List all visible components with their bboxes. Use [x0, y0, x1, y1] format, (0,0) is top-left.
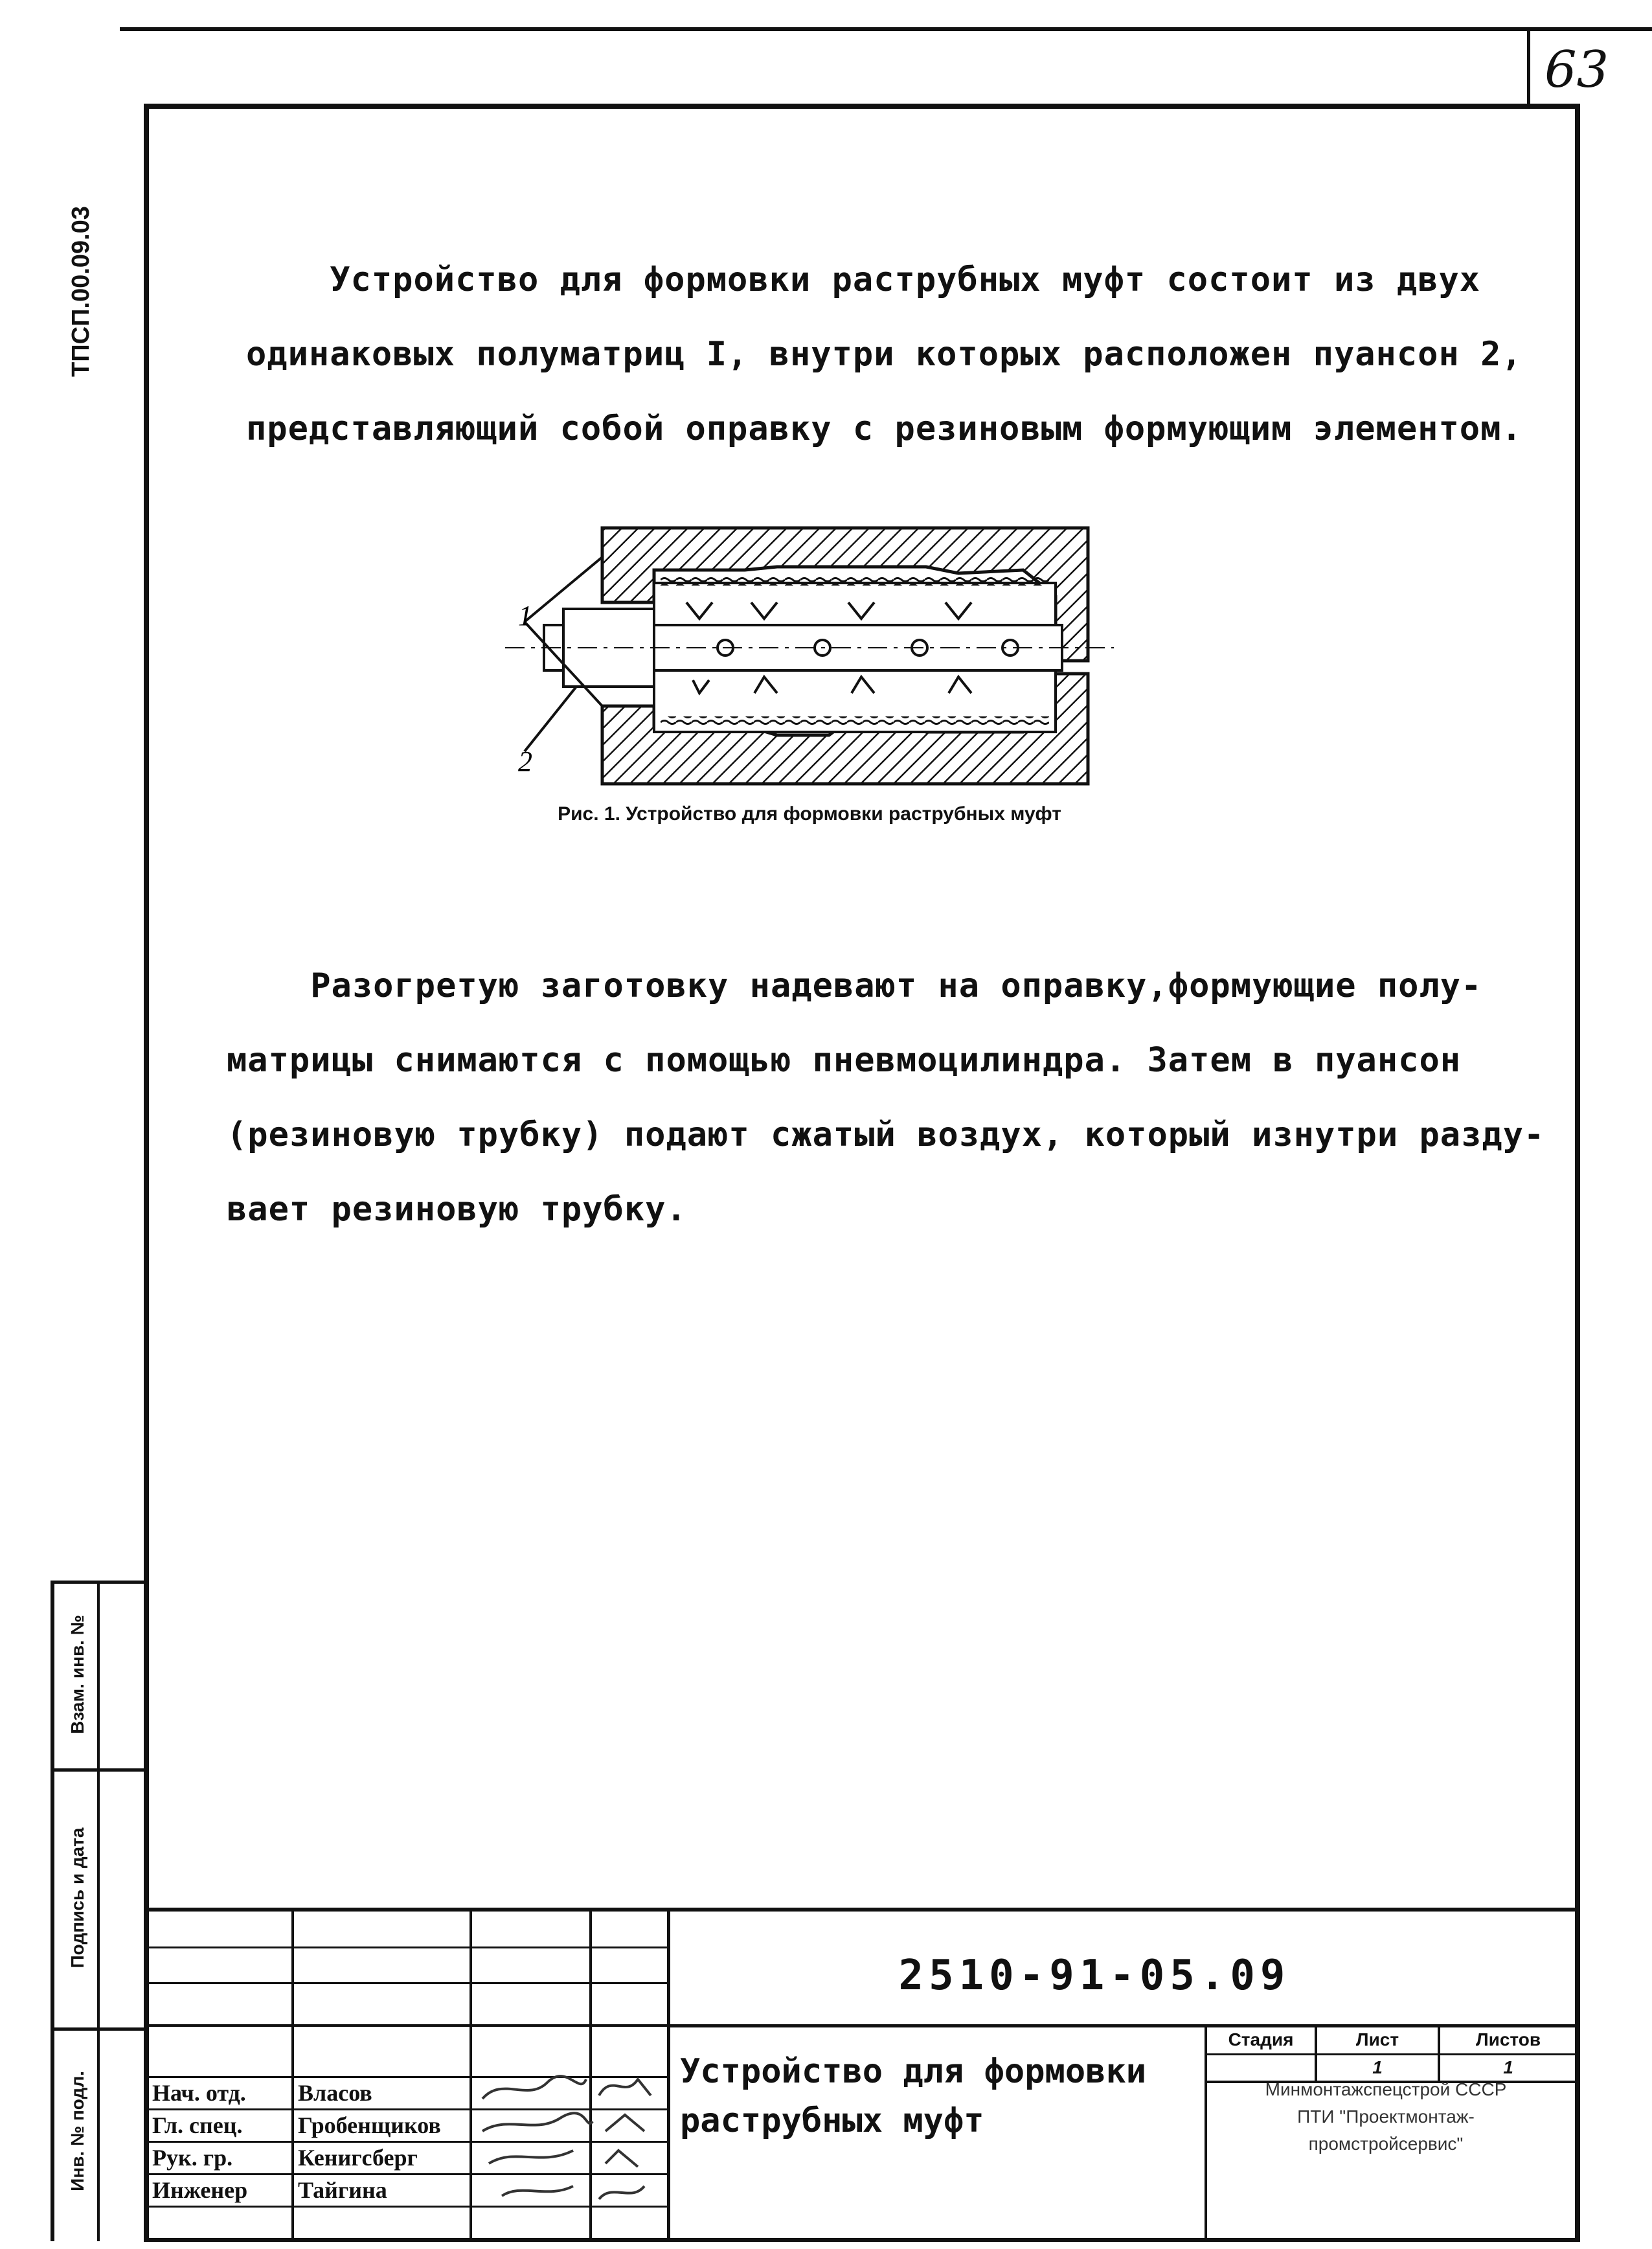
- top-rule: [120, 27, 1652, 31]
- album-code: ТПСП.00.09.03: [67, 206, 95, 377]
- forming-device-figure: [505, 512, 1114, 790]
- tb-col-2: [470, 1908, 472, 2241]
- sheets-value: 1: [1503, 2057, 1513, 2077]
- page-number-box-left: [1527, 27, 1530, 105]
- intro-paragraph: Устройство для формовки раструбных муфт состоит из двух одинаковых полуматриц I, внутри которых расположен пуансон 2, представляющий собой оправку с резиновым формующим элементом.: [246, 260, 1522, 448]
- document-code: 2510-91-05.09: [898, 1952, 1291, 2000]
- tb-row-2: [146, 1982, 667, 1984]
- signer-name-1: Власов: [298, 2080, 372, 2106]
- figure-caption: Рис. 1. Устройство для формовки раструбных муфт: [558, 803, 1061, 825]
- signature-date-label: Подпись и дата: [67, 1827, 87, 1969]
- signatures: [476, 2070, 664, 2238]
- ref-number-label: Взам. инв. №: [67, 1615, 87, 1734]
- signer-name-2: Гробенщиков: [298, 2112, 441, 2138]
- process-paragraph: Разогретую заготовку надевают на оправку,формующие полу- матрицы снимаются с помощью пневмоцилиндра. Затем в пуансон (резиновую трубку) подают сжатый воздух, который изнутри разду- вает резиновую трубку.: [227, 966, 1545, 1229]
- frame-right: [1575, 104, 1580, 2241]
- frame-bottom: [144, 2238, 1580, 2242]
- tb-row-3: [146, 2024, 667, 2027]
- sheets-header: Листов: [1475, 2029, 1541, 2049]
- signer-role-4: Инженер: [152, 2177, 248, 2203]
- signer-role-3: Рук. гр.: [152, 2145, 233, 2171]
- frame-left: [144, 104, 149, 2241]
- stage-header: Стадия: [1228, 2029, 1294, 2049]
- tb-row-1: [146, 1946, 667, 1948]
- stamp-strip-mid: [97, 1581, 100, 2241]
- organization: Минмонтажспецстрой СССР ПТИ "Проектмонтаж- промстройсервис": [1265, 2079, 1507, 2154]
- stamp-div-2: [51, 2027, 148, 2031]
- signer-role-1: Нач. отд.: [152, 2080, 246, 2106]
- callout-1: 1: [518, 600, 532, 632]
- signer-name-3: Кенигсберг: [298, 2145, 418, 2171]
- signer-role-2: Гл. спец.: [152, 2112, 243, 2138]
- stamp-div-1: [51, 1768, 148, 1772]
- frame-top: [146, 104, 1580, 109]
- sheet-title: Устройство для формовки раструбных муфт: [680, 2052, 1147, 2140]
- signer-name-4: Тайгина: [298, 2177, 387, 2203]
- callout-2: 2: [518, 746, 532, 777]
- tb-col-1: [291, 1908, 294, 2241]
- stamp-strip-left: [51, 1581, 54, 2241]
- sheet-value: 1: [1372, 2057, 1383, 2077]
- original-inventory-label: Инв. № подл.: [67, 2071, 87, 2191]
- page-number: 63: [1545, 41, 1609, 99]
- sheet-header: Лист: [1355, 2029, 1399, 2049]
- tb-top: [146, 1908, 1580, 1912]
